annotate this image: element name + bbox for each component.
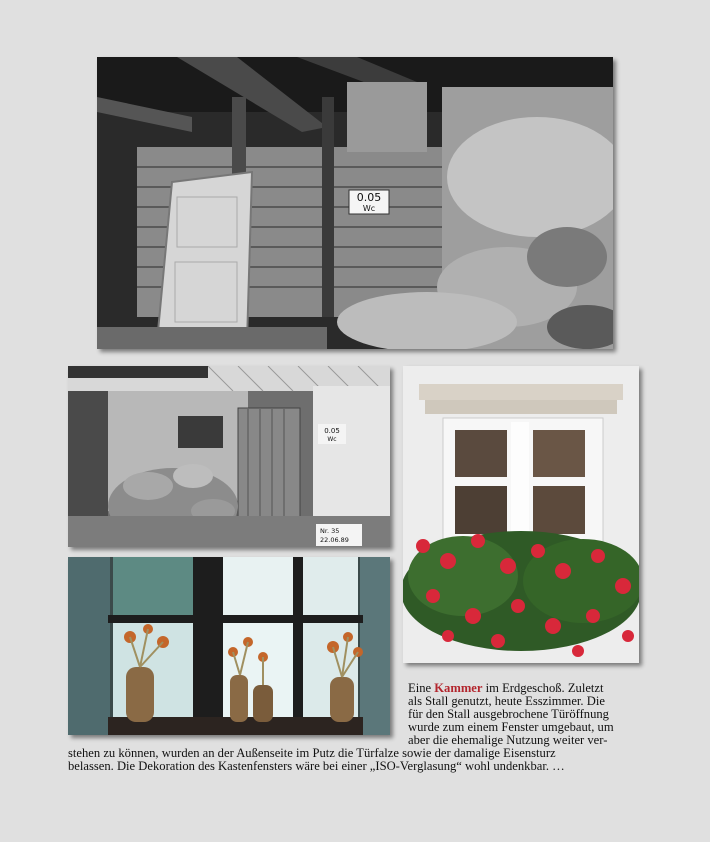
photo-window-geraniums bbox=[403, 366, 639, 663]
stable-sign-label: Wc bbox=[362, 204, 376, 213]
caption-line-5: aber die ehemalige Nutzung weiter ver- bbox=[408, 733, 608, 747]
chamber-sign-number-bottom: Nr. 35 bbox=[320, 527, 340, 535]
caption-line-4: wurde zum einem Fenster umgebaut, um bbox=[408, 720, 614, 734]
chamber-sign-date: 22.06.89 bbox=[320, 536, 349, 544]
photo-caption bbox=[68, 682, 640, 773]
caption-line-7: belassen. Die Dekoration des Kastenfensters wäre bei einer „ISO-Verglasung“ wohl undenkbar. … bbox=[68, 759, 565, 773]
caption-line-1: Eine Kammer im Erdgeschoß. Zuletzt bbox=[408, 681, 604, 695]
chamber-sign-label: Wc bbox=[327, 436, 337, 443]
caption-highlight-word: Kammer bbox=[434, 681, 483, 695]
photo-chamber-stones bbox=[68, 366, 390, 547]
caption-line-3: für den Stall ausgebrochene Türöffnung bbox=[408, 707, 609, 721]
caption-line-6: stehen zu können, wurden an der Außenseite im Putz die Türfalze sowie der damalige Eisensturz bbox=[68, 746, 556, 760]
caption-line-2: als Stall genutzt, heute Esszimmer. Die bbox=[408, 694, 605, 708]
chamber-sign-number: 0.05 bbox=[324, 427, 340, 435]
stable-sign-number: 0.05 bbox=[356, 191, 382, 204]
photo-stable-interior bbox=[97, 57, 613, 349]
